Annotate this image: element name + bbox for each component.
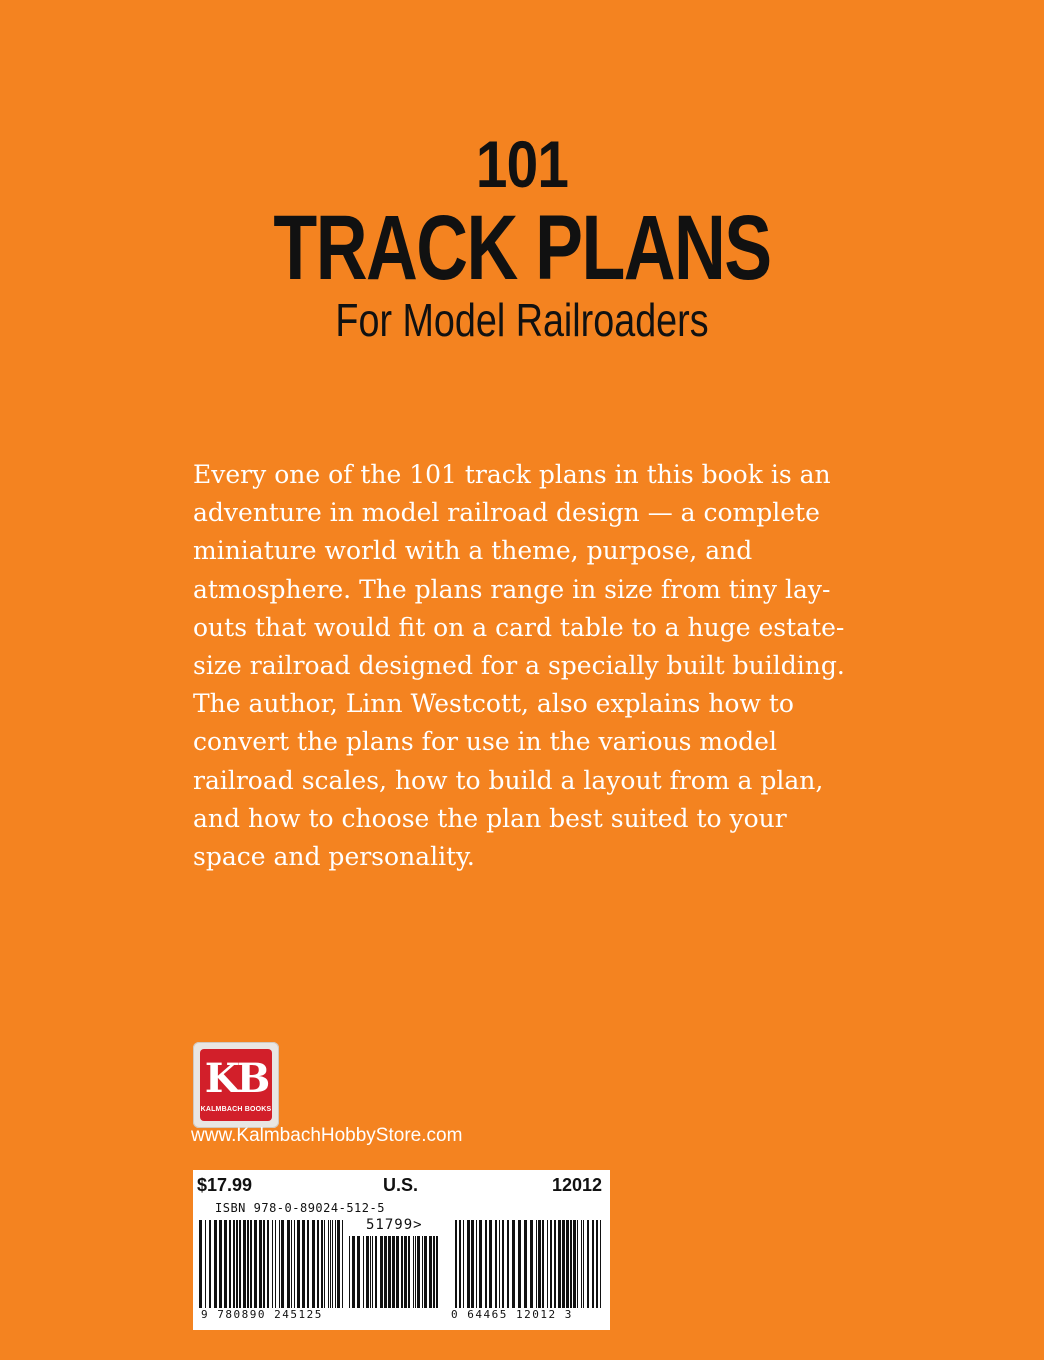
barcode-bar (577, 1220, 578, 1308)
logo-letters: KB (204, 1055, 268, 1102)
barcode-bar (479, 1220, 482, 1308)
product-code: 12012 (551, 1175, 602, 1195)
blurb-line: adventure in model railroad design — a complete (193, 498, 820, 528)
barcode-bar (335, 1220, 336, 1308)
barcode-bar (243, 1220, 246, 1308)
barcode-bar (263, 1220, 265, 1308)
barcode-bar (592, 1220, 594, 1308)
barcode-bar (291, 1220, 292, 1308)
barcode-bar (380, 1236, 383, 1308)
blurb-line: Every one of the 101 track plans in this book is an (193, 460, 831, 489)
barcode-bar (499, 1220, 500, 1308)
isbn-label: ISBN 978-0-89024-512-5 (215, 1201, 385, 1215)
barcode-bar (312, 1220, 315, 1308)
barcode-bar (485, 1220, 487, 1308)
barcode-bar (424, 1236, 427, 1308)
blurb-line: The author, Linn Westcott, also explains how to (193, 689, 794, 719)
barcode-bar (502, 1220, 504, 1308)
barcode-bar (366, 1236, 369, 1308)
barcode-bar (324, 1220, 325, 1308)
barcode-bar (413, 1236, 414, 1308)
barcode-bar (388, 1236, 391, 1308)
barcode-bar (408, 1236, 410, 1308)
barcode-bar (272, 1220, 273, 1308)
barcode-bar (542, 1220, 544, 1308)
barcode-bar (294, 1220, 295, 1308)
barcode-bar (275, 1220, 276, 1308)
barcode-bar (455, 1220, 457, 1308)
barcode-bar (352, 1236, 355, 1308)
barcode-bar (205, 1220, 206, 1308)
blurb-line: space and personality. (193, 842, 475, 872)
barcode-graphic (193, 1170, 610, 1330)
logo-caption: KALMBACH BOOKS (200, 1106, 272, 1113)
barcode-bar (538, 1220, 541, 1308)
barcode-bar (429, 1236, 432, 1308)
barcode-bar (372, 1236, 373, 1308)
logo-badge (200, 1049, 272, 1121)
barcode-bar (600, 1220, 601, 1308)
barcode-bar (370, 1236, 371, 1308)
barcode-bar (281, 1220, 284, 1308)
blurb-line: atmosphere. The plans range in size from tiny lay- (193, 574, 831, 604)
barcode-bar (401, 1236, 403, 1308)
barcode-bar (507, 1220, 509, 1308)
barcode-bar (392, 1236, 395, 1308)
blurb-line: convert the plans for use in the various model (193, 727, 777, 757)
barcode-bar (570, 1220, 572, 1308)
barcode-bar (236, 1220, 238, 1308)
barcode-bar (337, 1220, 340, 1308)
barcode-bar (375, 1236, 377, 1308)
title-block (0, 128, 1044, 346)
barcode-bar (524, 1220, 527, 1308)
barcode-bar (518, 1220, 521, 1308)
barcode-bar (357, 1236, 360, 1308)
barcode-bar (558, 1220, 561, 1308)
blurb-line: size railroad designed for a specially built building. (193, 651, 845, 681)
blurb-line: miniature world with a theme, purpose, and (193, 536, 753, 566)
barcode-bar (463, 1220, 464, 1308)
blurb-line: railroad scales, how to build a layout from a plan, (193, 765, 824, 795)
country-label: U.S. (383, 1175, 419, 1195)
blurb-text (193, 456, 853, 876)
addon-number: 51799> (366, 1217, 423, 1233)
barcode-bar (495, 1220, 497, 1308)
barcode-bar (415, 1236, 416, 1308)
upc-digits: 0 64465 12012 3 (451, 1308, 573, 1321)
barcode-bar (422, 1236, 423, 1308)
barcode-bar (467, 1220, 470, 1308)
blurb-line: outs that would fit on a card table to a huge estate- (193, 612, 845, 642)
barcode-bar (321, 1220, 323, 1308)
barcode-bar (233, 1220, 235, 1308)
barcode-bar (562, 1220, 565, 1308)
blurb-line: and how to choose the plan best suited to your (193, 803, 787, 833)
barcode-bar (550, 1220, 552, 1308)
barcode-bar (328, 1220, 329, 1308)
publisher-website: www.KalmbachHobbyStore.com (191, 1125, 463, 1146)
barcode-bar (287, 1220, 290, 1308)
barcode-bar (247, 1220, 249, 1308)
barcode-bar (566, 1220, 569, 1308)
barcode-bar (219, 1220, 222, 1308)
barcode-box (193, 1170, 610, 1330)
barcode-bar (332, 1220, 333, 1308)
barcode-bar (214, 1220, 217, 1308)
barcode-bar (573, 1220, 576, 1308)
barcode-bar (596, 1220, 598, 1308)
barcode-bar (267, 1220, 269, 1308)
barcode-bar (530, 1220, 533, 1308)
barcode-bar (229, 1220, 231, 1308)
title-subtitle: For Model Railroaders (335, 294, 709, 346)
title-number: 101 (475, 127, 569, 201)
barcode-bar (330, 1220, 331, 1308)
barcode-bar (384, 1236, 387, 1308)
barcode-bar (587, 1220, 589, 1308)
barcode-bar (224, 1220, 227, 1308)
barcode-bar (363, 1236, 364, 1308)
ean-digits: 9 780890 245125 (201, 1308, 323, 1321)
barcode-bar (239, 1220, 241, 1308)
barcode-bar (317, 1220, 319, 1308)
barcode-bar (349, 1236, 350, 1308)
barcode-bar (433, 1236, 435, 1308)
barcode-bar (279, 1220, 280, 1308)
barcode-bar (554, 1220, 556, 1308)
price-label: $17.99 (197, 1175, 253, 1195)
barcode-bar (250, 1220, 252, 1308)
barcode-bar (302, 1220, 305, 1308)
barcode-bar (581, 1220, 582, 1308)
barcode-bar (297, 1220, 300, 1308)
barcode-bar (342, 1220, 343, 1308)
barcode-bar (459, 1220, 461, 1308)
barcode-bar (536, 1220, 537, 1308)
barcode-bar (307, 1220, 309, 1308)
barcode-bar (476, 1220, 477, 1308)
barcode-bar (259, 1220, 262, 1308)
barcode-bar (404, 1236, 407, 1308)
barcode-bar (471, 1220, 474, 1308)
barcode-bar (512, 1220, 515, 1308)
barcode-bar (436, 1236, 438, 1308)
title-main: TRACK PLANS (273, 197, 771, 299)
barcode-bar (254, 1220, 257, 1308)
barcode-bar (583, 1220, 584, 1308)
barcode-bar (396, 1236, 399, 1308)
barcode-bar (489, 1220, 492, 1308)
kalmbach-books-logo (193, 1042, 279, 1128)
barcode-bar (547, 1220, 548, 1308)
barcode-bar (199, 1220, 202, 1308)
barcode-bar (209, 1220, 211, 1308)
barcode-bar (417, 1236, 420, 1308)
